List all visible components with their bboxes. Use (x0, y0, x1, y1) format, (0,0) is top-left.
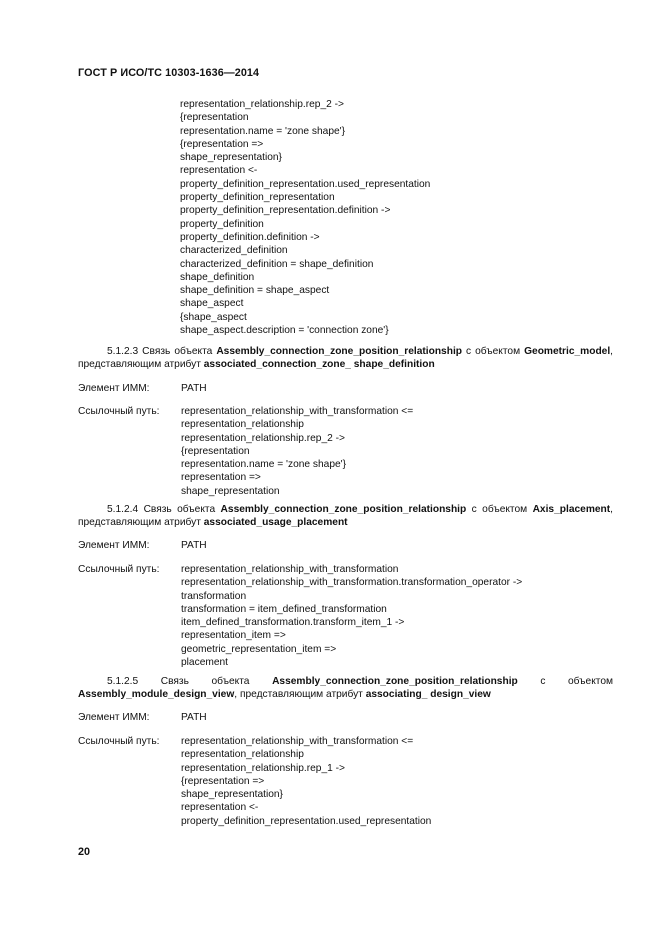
path-line: {representation => (181, 775, 265, 787)
document-header: ГОСТ Р ИСО/ТС 10303-1636—2014 (78, 67, 260, 79)
path-line: shape_definition (180, 271, 255, 283)
path-line: representation_relationship_with_transformation <= (181, 406, 414, 417)
connector-text: , представляющим атрибут (78, 504, 613, 529)
connector-text: с объектом (462, 346, 525, 357)
path-line: geometric_representation_item => (181, 643, 337, 655)
path-line: transformation (181, 590, 247, 602)
path-line: {representation (180, 112, 249, 124)
path-line: representation_relationship_with_transformation.transformation_operator -> (181, 577, 523, 589)
connector-text: , представляющим атрибут (234, 689, 366, 701)
connector-text: с объектом (466, 504, 533, 515)
path-line: representation_item => (181, 630, 286, 642)
ref-path-label: Ссылочный путь: (78, 564, 160, 575)
path-line: property_definition (180, 218, 264, 230)
element-value: PATH (181, 712, 207, 723)
path-line: transformation = item_defined_transformation (181, 603, 387, 615)
path-line: characterized_definition = shape_definition (180, 258, 374, 270)
path-line: property_definition_representation.definition -> (180, 205, 391, 217)
path-line: shape_representation (181, 485, 280, 497)
path-line: characterized_definition (180, 245, 288, 257)
section-number: 5.1.2.5 Связь объекта (107, 676, 273, 687)
path-line: representation.name = 'zone shape'} (181, 459, 347, 471)
ref-path-5-1-2-4 (181, 563, 522, 669)
section-5-1-2-4-heading (78, 503, 613, 530)
path-line: property_definition_representation.used_representation (180, 178, 431, 190)
section-number: 5.1.2.4 Связь объекта (107, 504, 221, 515)
connector-text: с объектом (517, 676, 614, 687)
path-line: representation_relationship.rep_2 -> (181, 432, 345, 444)
attribute-name: associated_usage_placement (203, 517, 348, 529)
path-line: representation_relationship_with_transformation (181, 564, 399, 575)
ref-path-5-1-2-3 (181, 405, 413, 498)
path-line: shape_representation} (180, 152, 282, 164)
element-value: PATH (181, 540, 207, 551)
ref-path-label: Ссылочный путь: (78, 406, 160, 417)
section-5-1-2-5-heading (78, 675, 613, 702)
path-line: item_defined_transformation.transform_item_1 -> (181, 617, 405, 629)
attribute-name: associated_connection_zone_ shape_definition (203, 359, 435, 371)
path-line: representation => (181, 472, 261, 484)
element-label: Элемент ИММ: (78, 712, 150, 723)
path-line: {representation (181, 445, 250, 457)
path-line: representation_relationship_with_transformation <= (181, 736, 414, 747)
path-line: shape_aspect (180, 298, 244, 310)
entity-name: Assembly_connection_zone_position_relationship (272, 676, 518, 687)
path-line: shape_representation} (181, 789, 283, 801)
ref-path-5-1-2-5 (181, 735, 431, 828)
connector-text: , представляющим атрибут (78, 346, 614, 371)
target-entity: Axis_placement (532, 504, 611, 515)
section-number: 5.1.2.3 Связь объекта (107, 346, 217, 357)
element-label: Элемент ИММ: (78, 383, 150, 394)
attribute-name: associating_ design_view (365, 689, 491, 701)
path-line: representation_relationship.rep_1 -> (181, 762, 345, 774)
entity-name: Assembly_connection_zone_position_relationship (216, 346, 462, 357)
path-line: representation_relationship (181, 419, 304, 431)
path-line: shape_definition = shape_aspect (180, 285, 330, 297)
page-number: 20 (78, 846, 91, 858)
path-line: representation_relationship.rep_2 -> (180, 99, 344, 110)
path-line: {representation => (180, 138, 264, 150)
element-value: PATH (181, 383, 207, 394)
path-line: property_definition_representation.used_representation (181, 815, 432, 827)
path-line: representation <- (180, 165, 258, 177)
entity-name: Assembly_connection_zone_position_relationship (220, 504, 467, 515)
section-5-1-2-3-heading (78, 345, 613, 372)
path-line: {shape_aspect (180, 311, 247, 323)
path-line: placement (181, 657, 229, 669)
path-line: representation <- (181, 802, 259, 814)
path-line: shape_aspect.description = 'connection zone'} (180, 325, 389, 337)
ref-path-label: Ссылочный путь: (78, 736, 160, 747)
path-line: representation.name = 'zone shape'} (180, 125, 346, 137)
path-line: property_definition_representation (180, 192, 335, 204)
target-entity: Geometric_model (524, 346, 611, 357)
element-label: Элемент ИММ: (78, 540, 150, 551)
path-line: representation_relationship (181, 749, 304, 761)
target-entity: Assembly_module_design_view (78, 689, 235, 701)
reference-path-continuation (180, 98, 430, 337)
path-line: property_definition.definition -> (180, 231, 320, 243)
